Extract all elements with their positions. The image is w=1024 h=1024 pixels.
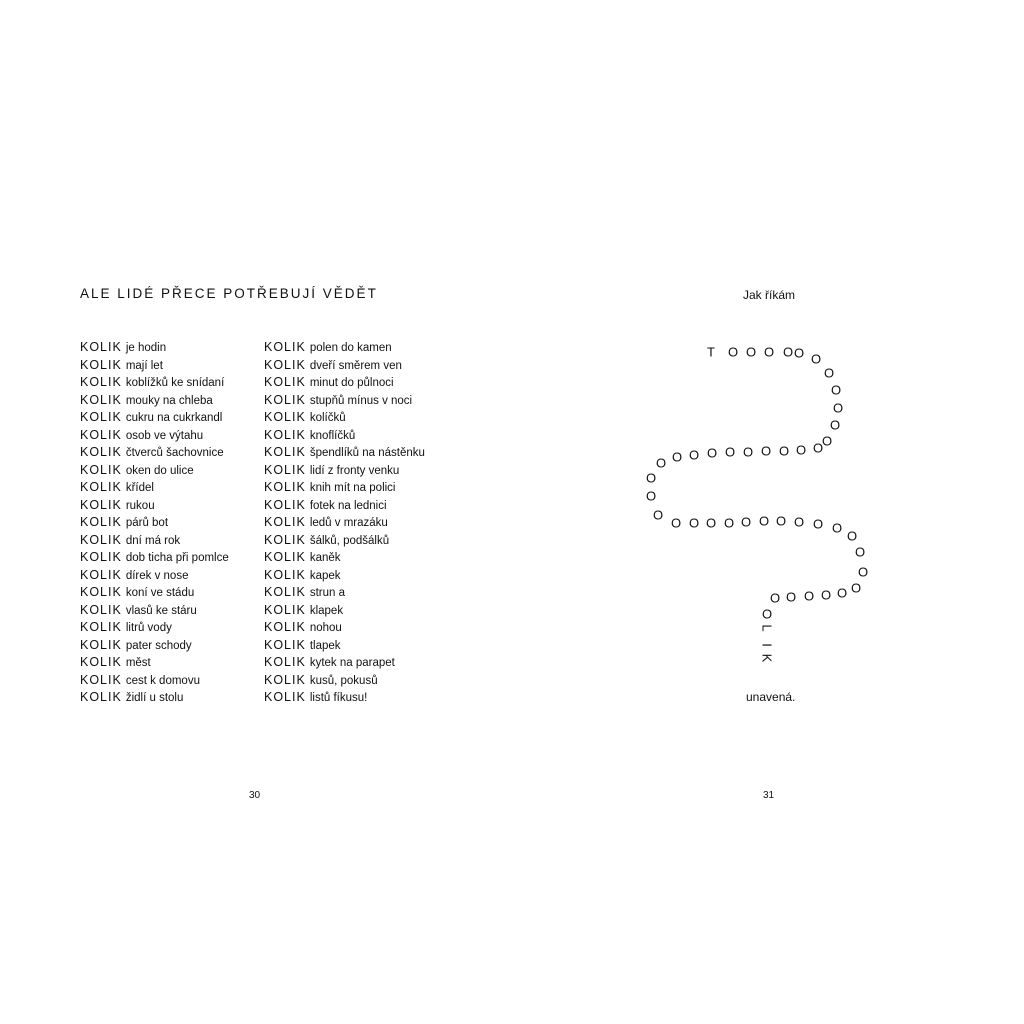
kolik-keyword: KOLIK bbox=[264, 602, 306, 617]
snake-letter-i: I bbox=[759, 643, 775, 647]
snake-letter-o: O bbox=[688, 447, 700, 463]
kolik-keyword: KOLIK bbox=[264, 550, 306, 564]
kolik-keyword: KOLIK bbox=[264, 427, 306, 442]
list-item-text: oken do ulice bbox=[125, 464, 194, 477]
snake-letter-o: O bbox=[836, 585, 848, 601]
list-item-text: tlapek bbox=[309, 639, 341, 652]
list-item-text: dob ticha při pomlce bbox=[125, 552, 229, 564]
list-item-text: židlí u stolu bbox=[125, 692, 184, 704]
list-item-text: polen do kamen bbox=[309, 342, 392, 354]
list-item-text: mouky na chleba bbox=[125, 394, 213, 407]
page-number-right: 31 bbox=[763, 790, 775, 801]
kolik-keyword: KOLIK bbox=[264, 620, 306, 634]
snake-letter-l: L bbox=[759, 624, 775, 632]
kolik-keyword: KOLIK bbox=[80, 515, 122, 529]
snake-letter-o: O bbox=[793, 514, 805, 530]
snake-letter-o: O bbox=[832, 400, 844, 416]
snake-letter-o: O bbox=[782, 344, 794, 360]
list-item-text: kolíčků bbox=[309, 412, 346, 424]
list-item-text: klapek bbox=[309, 604, 344, 617]
snake-letter-o: O bbox=[795, 442, 807, 458]
kolik-keyword: KOLIK bbox=[264, 392, 306, 407]
list-item-text: cest k domovu bbox=[125, 674, 200, 687]
snake-letter-o: O bbox=[812, 516, 824, 532]
list-item-text: strun a bbox=[309, 587, 345, 599]
snake-letter-o: O bbox=[723, 515, 735, 531]
list-item-text: kusů, pokusů bbox=[309, 674, 378, 687]
kolik-keyword: KOLIK bbox=[80, 340, 122, 354]
snake-letter-o: O bbox=[830, 382, 842, 398]
kolik-keyword: KOLIK bbox=[264, 532, 306, 547]
kolik-keyword: KOLIK bbox=[264, 480, 306, 494]
kolik-keyword: KOLIK bbox=[264, 445, 306, 459]
list-item-text: fotek na lednici bbox=[309, 499, 387, 512]
snake-letter-o: O bbox=[857, 564, 869, 580]
snake-letter-o: O bbox=[670, 515, 682, 531]
page-title: ALE LIDÉ PŘECE POTŘEBUJÍ VĚDĚT bbox=[80, 286, 378, 301]
kolik-keyword: KOLIK bbox=[264, 655, 306, 669]
kolik-keyword: KOLIK bbox=[80, 410, 122, 424]
kolik-keyword: KOLIK bbox=[80, 655, 122, 669]
kolik-keyword: KOLIK bbox=[80, 672, 122, 687]
snake-letter-o: O bbox=[705, 515, 717, 531]
list-item-text: osob ve výtahu bbox=[125, 429, 204, 442]
list-item-text: listů fíkusu! bbox=[309, 692, 368, 704]
list-item-text: dírek v nose bbox=[125, 569, 189, 582]
snake-letter-o: O bbox=[823, 365, 835, 381]
list-item-text: rukou bbox=[125, 499, 155, 512]
kolik-keyword: KOLIK bbox=[264, 497, 306, 512]
list-item-text: minut do půlnoci bbox=[309, 377, 394, 389]
kolik-keyword: KOLIK bbox=[80, 550, 122, 564]
snake-letter-o: O bbox=[645, 470, 657, 486]
kolik-keyword: KOLIK bbox=[80, 357, 122, 372]
list-item-text: koní ve stádu bbox=[125, 587, 195, 599]
snake-letter-o: O bbox=[645, 488, 657, 504]
list-item-text: koblížků ke snídaní bbox=[125, 377, 225, 389]
snake-letter-o: O bbox=[821, 433, 833, 449]
snake-letter-o: O bbox=[724, 444, 736, 460]
snake-letter-t: T bbox=[707, 344, 715, 360]
kolik-keyword: KOLIK bbox=[80, 462, 122, 477]
snake-letter-o: O bbox=[760, 443, 772, 459]
kolik-keyword: KOLIK bbox=[264, 567, 306, 582]
kolik-keyword: KOLIK bbox=[80, 375, 122, 389]
kolik-keyword: KOLIK bbox=[80, 567, 122, 582]
kolik-keyword: KOLIK bbox=[264, 690, 306, 704]
kolik-keyword: KOLIK bbox=[264, 462, 306, 477]
list-item-text: litrů vody bbox=[125, 622, 172, 634]
snake-letter-o: O bbox=[758, 513, 770, 529]
snake-letter-o: O bbox=[671, 449, 683, 465]
list-item-text: nohou bbox=[309, 622, 342, 634]
kolik-keyword: KOLIK bbox=[80, 620, 122, 634]
kolik-keyword: KOLIK bbox=[264, 340, 306, 354]
list-item-text: stupňů mínus v noci bbox=[309, 394, 413, 407]
outro-text: unavená. bbox=[746, 690, 796, 704]
list-item-text: kaněk bbox=[309, 552, 341, 564]
snake-letter-o: O bbox=[854, 544, 866, 560]
list-item-text: kytek na parapet bbox=[309, 657, 395, 669]
snake-letter-o: O bbox=[850, 580, 862, 596]
list-item-text: mají let bbox=[125, 359, 163, 372]
list-item-text: knoflíčků bbox=[309, 429, 356, 442]
snake-letter-o: O bbox=[763, 344, 775, 360]
kolik-keyword: KOLIK bbox=[80, 532, 122, 547]
snake-letter-o: O bbox=[742, 444, 754, 460]
list-item-text: vlasů ke stáru bbox=[125, 604, 197, 617]
snake-letter-o: O bbox=[812, 440, 824, 456]
kolik-keyword: KOLIK bbox=[264, 410, 306, 424]
kolik-keyword: KOLIK bbox=[264, 515, 306, 529]
list-item-text: křídel bbox=[125, 482, 154, 494]
snake-letter-o: O bbox=[846, 528, 858, 544]
page-number-left: 30 bbox=[249, 790, 261, 801]
snake-letter-o: O bbox=[761, 606, 773, 622]
list-item-text: dní má rok bbox=[125, 534, 181, 547]
kolik-keyword: KOLIK bbox=[80, 602, 122, 617]
kolik-keyword: KOLIK bbox=[264, 375, 306, 389]
snake-letter-o: O bbox=[688, 515, 700, 531]
snake-letter-o: O bbox=[740, 514, 752, 530]
kolik-keyword: KOLIK bbox=[264, 672, 306, 687]
intro-text: Jak říkám bbox=[743, 288, 796, 302]
list-item-text: pater schody bbox=[125, 639, 192, 652]
kolik-keyword: KOLIK bbox=[264, 585, 306, 599]
snake-letter-o: O bbox=[769, 590, 781, 606]
snake-letter-o: O bbox=[793, 345, 805, 361]
snake-letter-o: O bbox=[655, 455, 667, 471]
kolik-keyword: KOLIK bbox=[80, 427, 122, 442]
kolik-keyword: KOLIK bbox=[80, 497, 122, 512]
list-item-text: dveří směrem ven bbox=[309, 359, 402, 372]
list-item-text: měst bbox=[125, 657, 151, 669]
list-item-text: ledů v mrazáku bbox=[309, 517, 388, 529]
kolik-keyword: KOLIK bbox=[80, 392, 122, 407]
snake-letter-o: O bbox=[745, 344, 757, 360]
kolik-keyword: KOLIK bbox=[80, 445, 122, 459]
list-item-text: čtverců šachovnice bbox=[125, 447, 224, 459]
kolik-keyword: KOLIK bbox=[80, 690, 122, 704]
list-item-text: párů bot bbox=[125, 517, 169, 529]
kolik-keyword: KOLIK bbox=[80, 480, 122, 494]
kolik-keyword: KOLIK bbox=[80, 585, 122, 599]
list-item-text: knih mít na polici bbox=[309, 482, 396, 494]
kolik-keyword: KOLIK bbox=[264, 357, 306, 372]
snake-letter-o: O bbox=[810, 351, 822, 367]
snake-letter-o: O bbox=[829, 417, 841, 433]
snake-letter-o: O bbox=[775, 513, 787, 529]
list-item-text: cukru na cukrkandl bbox=[125, 412, 223, 424]
list-item-text: špendlíků na nástěnku bbox=[309, 447, 425, 459]
snake-letter-o: O bbox=[820, 587, 832, 603]
snake-letter-o: O bbox=[727, 344, 739, 360]
snake-letter-o: O bbox=[831, 520, 843, 536]
snake-letter-k: K bbox=[759, 653, 775, 663]
list-item-text: kapek bbox=[309, 569, 341, 582]
snake-letter-o: O bbox=[803, 588, 815, 604]
snake-letter-o: O bbox=[778, 443, 790, 459]
list-item-text: je hodin bbox=[125, 342, 167, 354]
snake-letter-o: O bbox=[706, 445, 718, 461]
list-item-text: šálků, podšálků bbox=[309, 534, 390, 547]
kolik-keyword: KOLIK bbox=[264, 637, 306, 652]
kolik-keyword: KOLIK bbox=[80, 637, 122, 652]
snake-letter-o: O bbox=[652, 507, 664, 523]
snake-letter-o: O bbox=[785, 589, 797, 605]
list-item-text: lidí z fronty venku bbox=[309, 464, 400, 477]
